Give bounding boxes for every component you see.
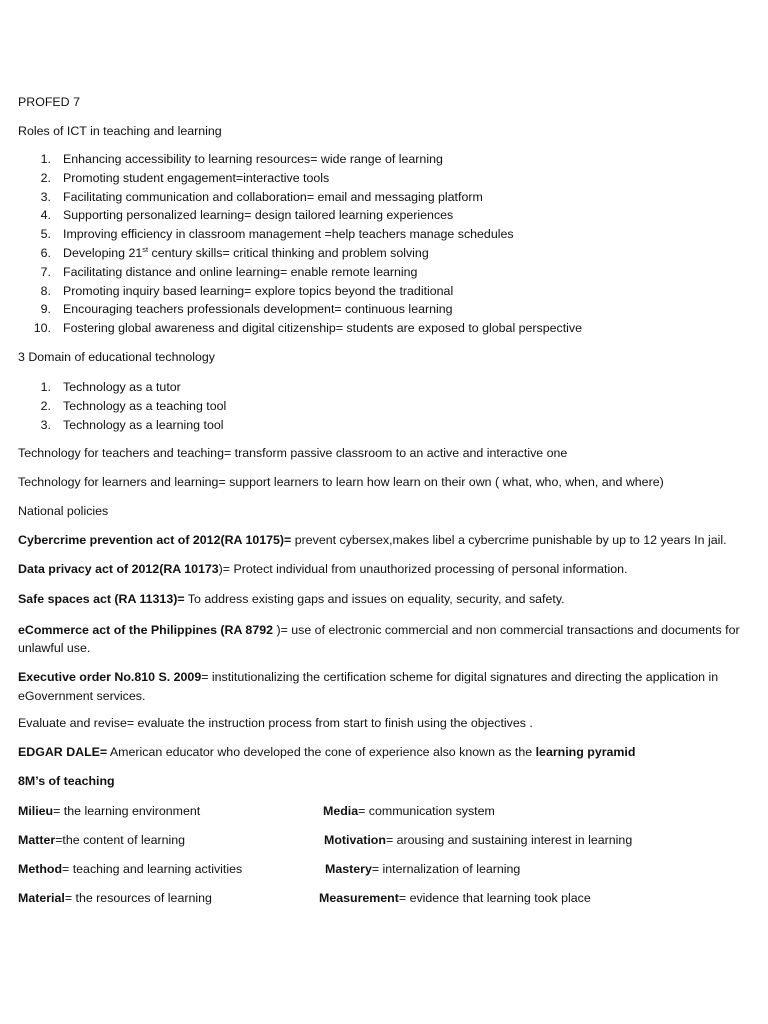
- list-text: Improving efficiency in classroom management =help teachers manage schedules: [63, 227, 514, 242]
- list-number: 4.: [40, 208, 51, 223]
- dale-desc: American educator who developed the cone of experience also known as the: [107, 745, 536, 759]
- policy-executive-order: [18, 668, 748, 706]
- m-desc: = internalization of learning: [371, 862, 521, 876]
- m-item-method: [18, 862, 242, 877]
- m-desc: = teaching and learning activities: [62, 862, 243, 876]
- policy-desc: To address existing gaps and issues on equality, security, and safety.: [184, 592, 565, 606]
- list-text: Supporting personalized learning= design tailored learning experiences: [63, 208, 454, 223]
- list-number: 1.: [40, 152, 51, 166]
- list-number: 9.: [40, 302, 51, 317]
- eight-ms-heading-text: 8M’s of teaching: [18, 774, 115, 788]
- dale-term2: learning pyramid: [535, 745, 636, 759]
- m-item-milieu: [18, 804, 200, 819]
- list-number: 6.: [40, 245, 51, 260]
- policies-heading: National policies: [18, 504, 109, 518]
- policy-term: Data privacy act of 2012(RA 10173: [18, 562, 219, 576]
- list-text-part: century skills= critical thinking and problem solving: [148, 245, 429, 260]
- dale-term: EDGAR DALE=: [18, 745, 108, 759]
- list-number: 7.: [40, 264, 51, 279]
- policy-term: eCommerce act of the Philippines (RA 8792: [18, 623, 277, 637]
- m-item-matter: [18, 833, 185, 848]
- m-term: Milieu: [18, 804, 54, 818]
- m-desc: = arousing and sustaining interest in learning: [385, 833, 633, 847]
- evaluate-paragraph: Evaluate and revise= evaluate the instruction process from start to finish using the objectives .: [18, 716, 533, 730]
- policy-term: Executive order No.810 S. 2009: [18, 670, 202, 684]
- policy-desc: prevent cybersex,makes libel a cybercrime punishable by up to 12 years In jail.: [294, 533, 727, 547]
- list-text: Promoting student engagement=interactive tools: [63, 170, 330, 185]
- list-number: 2.: [40, 398, 51, 413]
- roles-heading: Roles of ICT in teaching and learning: [18, 124, 222, 138]
- m-item-measurement: [319, 891, 591, 906]
- list-number: 3.: [40, 417, 51, 432]
- edgar-dale-paragraph: [18, 745, 635, 760]
- m-term: Method: [18, 862, 63, 876]
- list-text: Promoting inquiry based learning= explore topics beyond the traditional: [63, 283, 454, 298]
- policy-cybercrime: [18, 533, 748, 548]
- list-text: Encouraging teachers professionals development= continuous learning: [63, 302, 453, 317]
- list-text: Fostering global awareness and digital citizenship= students are exposed to global perspective: [63, 321, 583, 336]
- ordinal-superscript: st: [142, 244, 149, 254]
- policy-desc: = institutionalizing the certification scheme for digital signatures and directing the application in eGovernment services.: [18, 670, 719, 703]
- m-term: Media: [323, 804, 359, 818]
- m-item-media: [323, 804, 495, 819]
- eight-ms-heading: [18, 774, 115, 789]
- m-term: Matter: [18, 833, 56, 847]
- policy-desc: )= Protect individual from unauthorized processing of personal information.: [218, 562, 628, 576]
- m-desc: = evidence that learning took place: [398, 891, 591, 905]
- list-number: 3.: [40, 189, 51, 204]
- list-number: 1.: [40, 380, 51, 394]
- list-text-part: Developing 21: [63, 245, 143, 260]
- policy-safe-spaces: [18, 592, 748, 607]
- m-term: Material: [18, 891, 65, 905]
- tech-teachers-paragraph: Technology for teachers and teaching= transform passive classroom to an active and interactive one: [18, 446, 568, 460]
- list-number: 8.: [40, 283, 51, 298]
- list-text: Technology as a learning tool: [63, 417, 224, 432]
- m-item-motivation: [324, 833, 632, 848]
- domain-heading: 3 Domain of educational technology: [18, 350, 216, 364]
- list-text: [63, 246, 429, 261]
- m-term: Motivation: [324, 833, 386, 847]
- list-text: Facilitating distance and online learning= enable remote learning: [63, 264, 418, 279]
- m-term: Mastery: [325, 862, 372, 876]
- policy-term: Cybercrime prevention act of 2012(RA 10175)=: [18, 533, 295, 547]
- list-text: Facilitating communication and collaboration= email and messaging platform: [63, 189, 483, 204]
- m-desc: = the learning environment: [53, 804, 201, 818]
- tech-learners-paragraph: Technology for learners and learning= support learners to learn how learn on their own ( what, who, when, and where): [18, 475, 664, 489]
- list-number: 10.: [33, 321, 51, 336]
- m-item-material: [18, 891, 212, 906]
- list-text: Enhancing accessibility to learning resources= wide range of learning: [63, 152, 443, 166]
- policy-desc: )= use of electronic commercial and non commercial transactions and documents for unlawful use.: [18, 623, 740, 655]
- list-number: 5.: [40, 227, 51, 242]
- course-title: PROFED 7: [18, 95, 80, 109]
- policy-term: Safe spaces act (RA 11313)=: [18, 592, 185, 606]
- list-text: Technology as a tutor: [63, 380, 181, 394]
- m-desc: = the resources of learning: [64, 891, 212, 905]
- m-desc: = communication system: [358, 804, 495, 818]
- list-text: Technology as a teaching tool: [63, 398, 227, 413]
- policy-ecommerce: [18, 621, 748, 657]
- list-number: 2.: [40, 170, 51, 185]
- policy-data-privacy: [18, 562, 748, 577]
- m-desc: =the content of learning: [55, 833, 186, 847]
- m-item-mastery: [325, 862, 520, 877]
- m-term: Measurement: [319, 891, 399, 905]
